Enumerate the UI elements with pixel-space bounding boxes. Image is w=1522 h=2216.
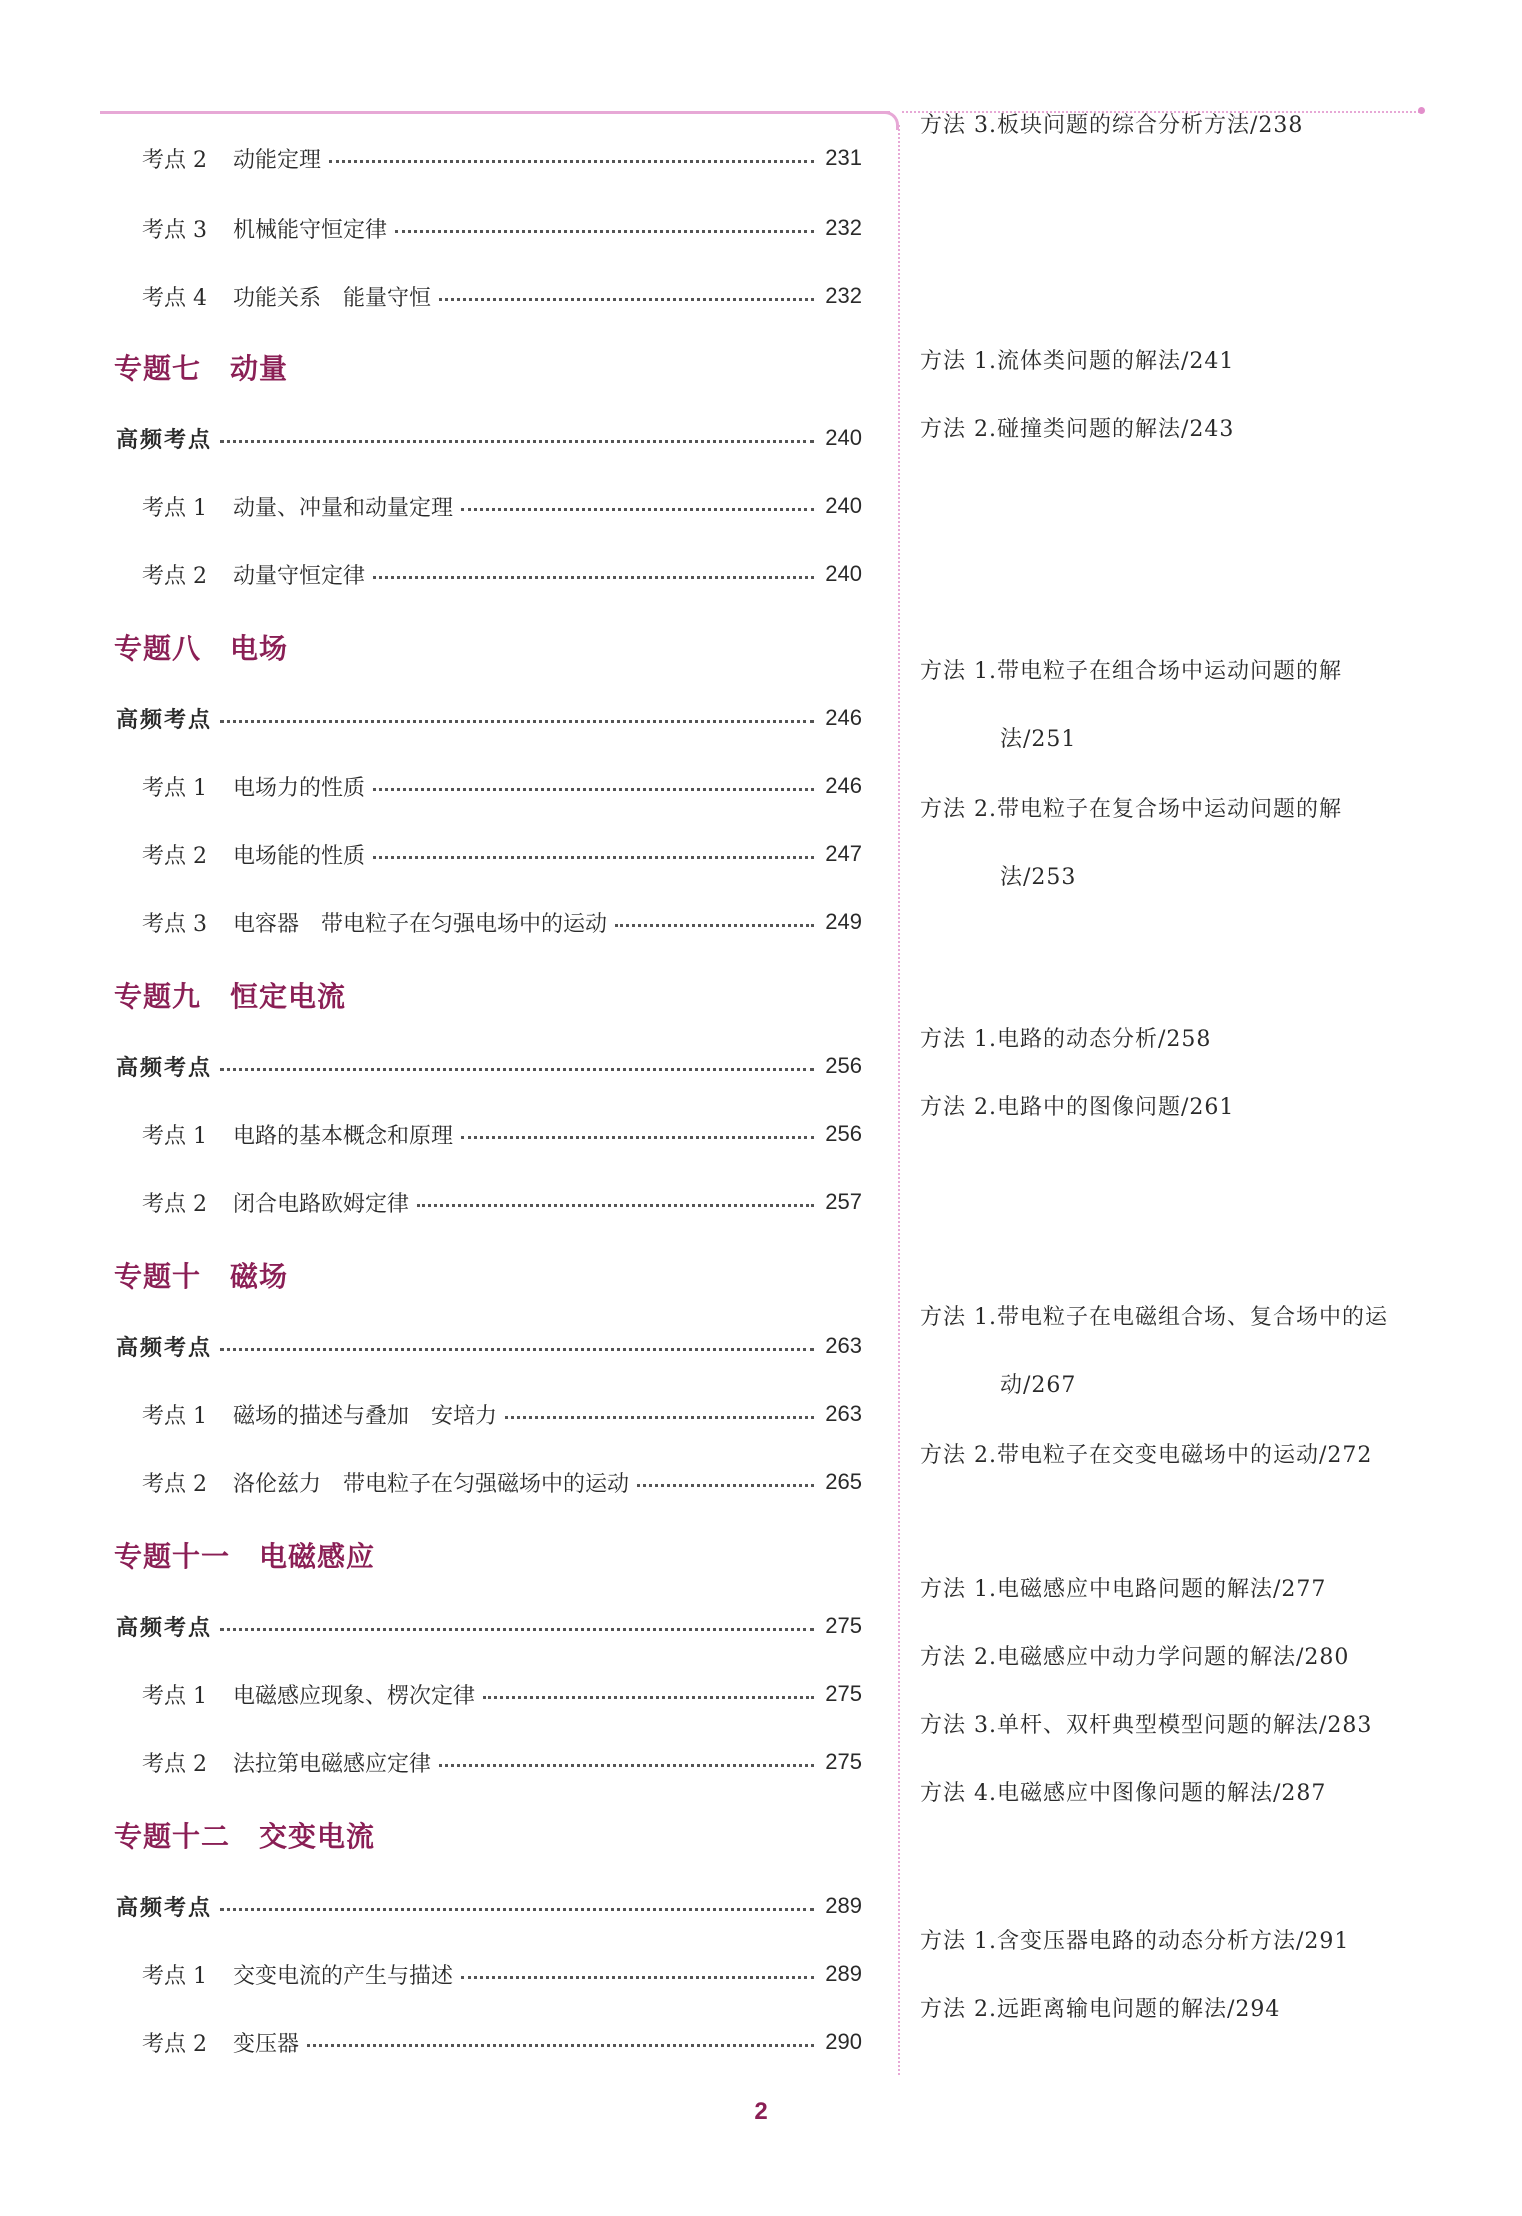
toc-high-frequency-row[interactable] xyxy=(116,1886,862,1926)
topic-heading: 专题八 电场 xyxy=(114,632,289,665)
dot-leader xyxy=(615,924,814,927)
topic-heading: 专题十 磁场 xyxy=(114,1260,289,1293)
kaodian-number: 考点 2 xyxy=(142,2031,207,2057)
page-reference: 265 xyxy=(825,1469,862,1494)
dot-leader xyxy=(373,576,814,579)
method-text: 方法 1.含变压器电路的动态分析方法/291 xyxy=(920,1929,1350,1954)
kaodian-title: 电场力的性质 xyxy=(233,775,366,801)
method-entry[interactable] xyxy=(920,1422,1420,1490)
dot-leader xyxy=(439,1764,814,1767)
toc-entry-row[interactable] xyxy=(142,554,862,594)
method-text-continuation: 动/267 xyxy=(1000,1373,1077,1398)
toc-entry-row[interactable] xyxy=(142,1462,862,1502)
method-entry[interactable] xyxy=(920,638,1420,774)
kaodian-title: 动量守恒定律 xyxy=(233,563,366,589)
page-reference: 263 xyxy=(825,1333,862,1358)
method-entry[interactable] xyxy=(920,1692,1420,1760)
page-reference: 290 xyxy=(825,2029,862,2054)
page-number: 2 xyxy=(754,2098,768,2125)
page-reference: 275 xyxy=(825,1681,862,1706)
kaodian-number: 考点 3 xyxy=(142,217,207,243)
page-reference: 257 xyxy=(825,1189,862,1214)
toc-high-frequency-row[interactable] xyxy=(116,1326,862,1366)
method-text: 方法 1.带电粒子在组合场中运动问题的解 xyxy=(920,659,1342,684)
dot-leader xyxy=(395,230,814,233)
high-frequency-label: 高频考点 xyxy=(116,707,213,733)
method-text: 方法 1.电路的动态分析/258 xyxy=(920,1027,1212,1052)
toc-entry-row[interactable] xyxy=(142,276,862,316)
page-reference: 275 xyxy=(825,1613,862,1638)
dot-leader xyxy=(373,788,814,791)
topic-heading: 专题十一 电磁感应 xyxy=(114,1540,376,1573)
dot-leader xyxy=(505,1416,814,1419)
kaodian-title: 电路的基本概念和原理 xyxy=(233,1123,454,1149)
dot-leader xyxy=(637,1484,814,1487)
kaodian-number: 考点 2 xyxy=(142,1751,207,1777)
method-text-continuation: 法/251 xyxy=(1000,727,1077,752)
page-reference: 246 xyxy=(825,705,862,730)
method-entry[interactable] xyxy=(920,396,1420,464)
page-reference: 240 xyxy=(825,493,862,518)
method-text: 方法 2.带电粒子在复合场中运动问题的解 xyxy=(920,797,1342,822)
toc-entry-row[interactable] xyxy=(142,834,862,874)
method-entry[interactable] xyxy=(920,1908,1420,1976)
dot-leader xyxy=(461,1976,814,1979)
kaodian-title: 功能关系 能量守恒 xyxy=(233,285,432,311)
method-text: 方法 3.单杆、双杆典型模型问题的解法/283 xyxy=(920,1713,1373,1738)
dot-leader xyxy=(329,160,814,163)
page-reference: 263 xyxy=(825,1401,862,1426)
page-reference: 232 xyxy=(825,215,862,240)
method-entry[interactable] xyxy=(920,1074,1420,1142)
high-frequency-label: 高频考点 xyxy=(116,1615,213,1641)
method-entry[interactable] xyxy=(920,1760,1420,1828)
dot-leader xyxy=(483,1696,814,1699)
kaodian-title: 交变电流的产生与描述 xyxy=(233,1963,454,1989)
dot-leader xyxy=(461,1136,814,1139)
dot-leader xyxy=(220,440,814,443)
kaodian-title: 磁场的描述与叠加 安培力 xyxy=(233,1403,498,1429)
kaodian-number: 考点 1 xyxy=(142,1403,207,1429)
toc-high-frequency-row[interactable] xyxy=(116,1606,862,1646)
method-entry[interactable] xyxy=(920,1624,1420,1692)
method-entry[interactable] xyxy=(920,92,1420,160)
toc-entry-row[interactable] xyxy=(142,766,862,806)
kaodian-number: 考点 2 xyxy=(142,1471,207,1497)
kaodian-number: 考点 1 xyxy=(142,495,207,521)
kaodian-title: 闭合电路欧姆定律 xyxy=(233,1191,410,1217)
toc-entry-row[interactable] xyxy=(142,1742,862,1782)
page-reference: 232 xyxy=(825,283,862,308)
high-frequency-label: 高频考点 xyxy=(116,427,213,453)
method-text: 方法 2.远距离输电问题的解法/294 xyxy=(920,1997,1281,2022)
kaodian-title: 法拉第电磁感应定律 xyxy=(233,1751,432,1777)
kaodian-title: 变压器 xyxy=(233,2031,300,2057)
method-text-continuation: 法/253 xyxy=(1000,865,1077,890)
dot-leader xyxy=(417,1204,814,1207)
kaodian-number: 考点 1 xyxy=(142,1123,207,1149)
toc-high-frequency-row[interactable] xyxy=(116,698,862,738)
kaodian-title: 洛伦兹力 带电粒子在匀强磁场中的运动 xyxy=(233,1471,630,1497)
method-text: 方法 2.碰撞类问题的解法/243 xyxy=(920,417,1235,442)
toc-right-column xyxy=(920,0,1420,2216)
kaodian-number: 考点 2 xyxy=(142,563,207,589)
page-reference: 247 xyxy=(825,841,862,866)
page-reference: 240 xyxy=(825,561,862,586)
toc-entry-row[interactable] xyxy=(142,486,862,526)
high-frequency-label: 高频考点 xyxy=(116,1895,213,1921)
toc-high-frequency-row[interactable] xyxy=(116,418,862,458)
method-text: 方法 2.带电粒子在交变电磁场中的运动/272 xyxy=(920,1443,1373,1468)
toc-entry-row[interactable] xyxy=(142,1182,862,1222)
method-entry[interactable] xyxy=(920,328,1420,396)
topic-heading: 专题十二 交变电流 xyxy=(114,1820,376,1853)
kaodian-title: 电容器 带电粒子在匀强电场中的运动 xyxy=(233,911,608,937)
kaodian-number: 考点 2 xyxy=(142,1191,207,1217)
toc-entry-row[interactable] xyxy=(142,2022,862,2062)
dot-leader xyxy=(220,1908,814,1911)
kaodian-title: 机械能守恒定律 xyxy=(233,217,388,243)
kaodian-title: 电场能的性质 xyxy=(233,843,366,869)
dot-leader xyxy=(373,856,814,859)
high-frequency-label: 高频考点 xyxy=(116,1055,213,1081)
page-reference: 275 xyxy=(825,1749,862,1774)
toc-entry-row[interactable] xyxy=(142,1674,862,1714)
toc-entry-row[interactable] xyxy=(142,138,862,178)
method-text: 方法 4.电磁感应中图像问题的解法/287 xyxy=(920,1781,1327,1806)
dot-leader xyxy=(461,508,814,511)
dot-leader xyxy=(220,1348,814,1351)
page-reference: 246 xyxy=(825,773,862,798)
page-reference: 289 xyxy=(825,1961,862,1986)
topic-heading: 专题七 动量 xyxy=(114,352,289,385)
kaodian-number: 考点 1 xyxy=(142,1683,207,1709)
dot-leader xyxy=(220,720,814,723)
toc-entry-row[interactable] xyxy=(142,1114,862,1154)
method-text: 方法 1.带电粒子在电磁组合场、复合场中的运 xyxy=(920,1305,1388,1330)
toc-entry-row[interactable] xyxy=(142,902,862,942)
toc-high-frequency-row[interactable] xyxy=(116,1046,862,1086)
kaodian-number: 考点 4 xyxy=(142,285,207,311)
method-entry[interactable] xyxy=(920,1556,1420,1624)
kaodian-title: 动能定理 xyxy=(233,147,322,173)
page-reference: 249 xyxy=(825,909,862,934)
dot-leader xyxy=(220,1068,814,1071)
kaodian-number: 考点 1 xyxy=(142,1963,207,1989)
method-text: 方法 2.电路中的图像问题/261 xyxy=(920,1095,1235,1120)
page-reference: 240 xyxy=(825,425,862,450)
method-entry[interactable] xyxy=(920,1006,1420,1074)
kaodian-title: 电磁感应现象、楞次定律 xyxy=(233,1683,476,1709)
method-text: 方法 2.电磁感应中动力学问题的解法/280 xyxy=(920,1645,1350,1670)
dot-leader xyxy=(307,2044,814,2047)
topic-heading: 专题九 恒定电流 xyxy=(114,980,347,1013)
high-frequency-label: 高频考点 xyxy=(116,1335,213,1361)
toc-entry-row[interactable] xyxy=(142,1954,862,1994)
column-divider xyxy=(898,125,900,2075)
kaodian-number: 考点 2 xyxy=(142,147,207,173)
kaodian-number: 考点 1 xyxy=(142,775,207,801)
toc-entry-row[interactable] xyxy=(142,1394,862,1434)
method-entry[interactable] xyxy=(920,1976,1420,2044)
method-entry[interactable] xyxy=(920,1284,1420,1420)
method-entry[interactable] xyxy=(920,776,1420,912)
method-text: 方法 1.电磁感应中电路问题的解法/277 xyxy=(920,1577,1327,1602)
kaodian-number: 考点 3 xyxy=(142,911,207,937)
kaodian-number: 考点 2 xyxy=(142,843,207,869)
method-text: 方法 1.流体类问题的解法/241 xyxy=(920,349,1235,374)
kaodian-title: 动量、冲量和动量定理 xyxy=(233,495,454,521)
page-reference: 256 xyxy=(825,1121,862,1146)
toc-entry-row[interactable] xyxy=(142,208,862,248)
page-reference: 231 xyxy=(825,145,862,170)
method-text: 方法 3.板块问题的综合分析方法/238 xyxy=(920,113,1304,138)
dot-leader xyxy=(220,1628,814,1631)
page-reference: 256 xyxy=(825,1053,862,1078)
page-reference: 289 xyxy=(825,1893,862,1918)
dot-leader xyxy=(439,298,814,301)
